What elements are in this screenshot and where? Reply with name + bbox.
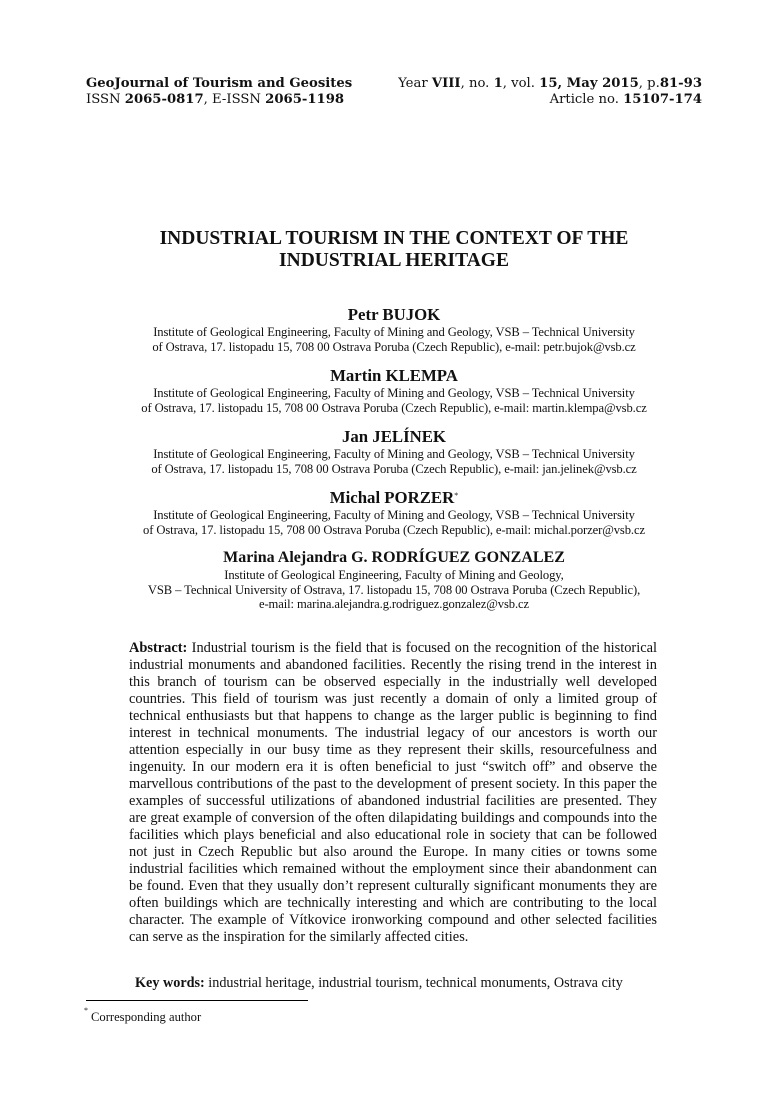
author-affiliation: e-mail: marina.alejandra.g.rodriguez.gonzalez@vsb.cz	[258, 597, 530, 611]
author-block	[80, 366, 708, 415]
keywords-text: industrial heritage, industrial tourism, technical monuments, Ostrava city	[208, 975, 623, 991]
author-name: Martin KLEMPA	[330, 366, 458, 385]
corresponding-marker: *	[454, 491, 459, 500]
journal-name: GeoJournal of Tourism and Geosites	[86, 76, 353, 91]
author-name: Michal PORZER*	[329, 488, 459, 507]
journal-header	[86, 76, 702, 108]
abstract	[129, 640, 657, 946]
author-name: Marina Alejandra G. RODRÍGUEZ GONZALEZ	[223, 549, 565, 566]
paper-title: INDUSTRIAL TOURISM IN THE CONTEXT OF THE INDUSTRIAL HERITAGE	[159, 228, 629, 271]
author-block	[80, 548, 708, 612]
footnote: * Corresponding author	[84, 1006, 202, 1024]
author-block	[80, 488, 708, 537]
article-number: Article no. 15107-174	[549, 92, 702, 107]
author-block	[80, 427, 708, 476]
author-affiliation: VSB – Technical University of Ostrava, 17. listopadu 15, 708 00 Ostrava Poruba (Czech Republic),	[147, 582, 641, 597]
author-affiliation: Institute of Geological Engineering, Faculty of Mining and Geology,	[224, 568, 564, 582]
abstract-label: Abstract:	[129, 640, 188, 656]
author-name: Petr BUJOK	[347, 305, 441, 324]
footnote-divider	[86, 1000, 308, 1001]
author-affiliation: of Ostrava, 17. listopadu 15, 708 00 Ostrava Poruba (Czech Republic), e-mail: martin.klempa@vsb.cz	[141, 400, 647, 415]
abstract-text: Industrial tourism is the field that is focused on the recognition of the historical industrial monuments and abandoned facilities. Recently the rising trend in the interest in this branch of tourism can be observed especially in the industrially well developed countries. This field of tourism was just recently a domain of only a limited group of technical enthusiasts but that happens to change as the larger public is beginning to find interest in technical monuments. The industrial legacy of our ancestors is worth our attention especially in our busy time as they represent their skills, resourcefulness and ingenuity. In our modern era it is often beneficial to just “switch off” and observe the marvellous contributions of the past to the development of present society. In this paper the examples of successful utilizations of abandoned industrial facilities are presented. They are great example of conversion of the often dilapidating buildings and compounds into the facilities which plays beneficial and also educational role in society that can be followed not just in Czech Republic but also around the Europe. In many cities or towns some industrial facilities which remained without the employment since their abandonment can be found. Even that they usually don’t represent culturally significant monuments they are often buildings which are technically interesting and which are contributing to the local character. The example of Vítkovice ironworking compound and other selected facilities can serve as the inspiration for the similarly affected cities.	[129, 640, 657, 945]
issn-info: ISSN 2065-0817, E-ISSN 2065-1198	[86, 92, 345, 107]
author-name: Jan JELÍNEK	[342, 427, 446, 446]
author-affiliation: of Ostrava, 17. listopadu 15, 708 00 Ostrava Poruba (Czech Republic), e-mail: michal.porzer@vsb.cz	[143, 522, 645, 537]
author-affiliation: Institute of Geological Engineering, Faculty of Mining and Geology, VSB – Technical University	[153, 325, 635, 339]
keywords-label: Key words:	[135, 975, 205, 991]
author-block	[80, 305, 708, 354]
author-affiliation: of Ostrava, 17. listopadu 15, 708 00 Ostrava Poruba (Czech Republic), e-mail: jan.jelinek@vsb.cz	[151, 461, 637, 476]
author-affiliation: Institute of Geological Engineering, Faculty of Mining and Geology, VSB – Technical University	[153, 447, 635, 461]
author-affiliation: Institute of Geological Engineering, Faculty of Mining and Geology, VSB – Technical University	[153, 386, 635, 400]
author-affiliation: Institute of Geological Engineering, Faculty of Mining and Geology, VSB – Technical University	[153, 508, 635, 522]
author-affiliation: of Ostrava, 17. listopadu 15, 708 00 Ostrava Poruba (Czech Republic), e-mail: petr.bujok@vsb.cz	[152, 339, 636, 354]
keywords	[135, 975, 695, 992]
issue-info: Year VIII, no. 1, vol. 15, May 2015, p.81-93	[398, 76, 702, 91]
